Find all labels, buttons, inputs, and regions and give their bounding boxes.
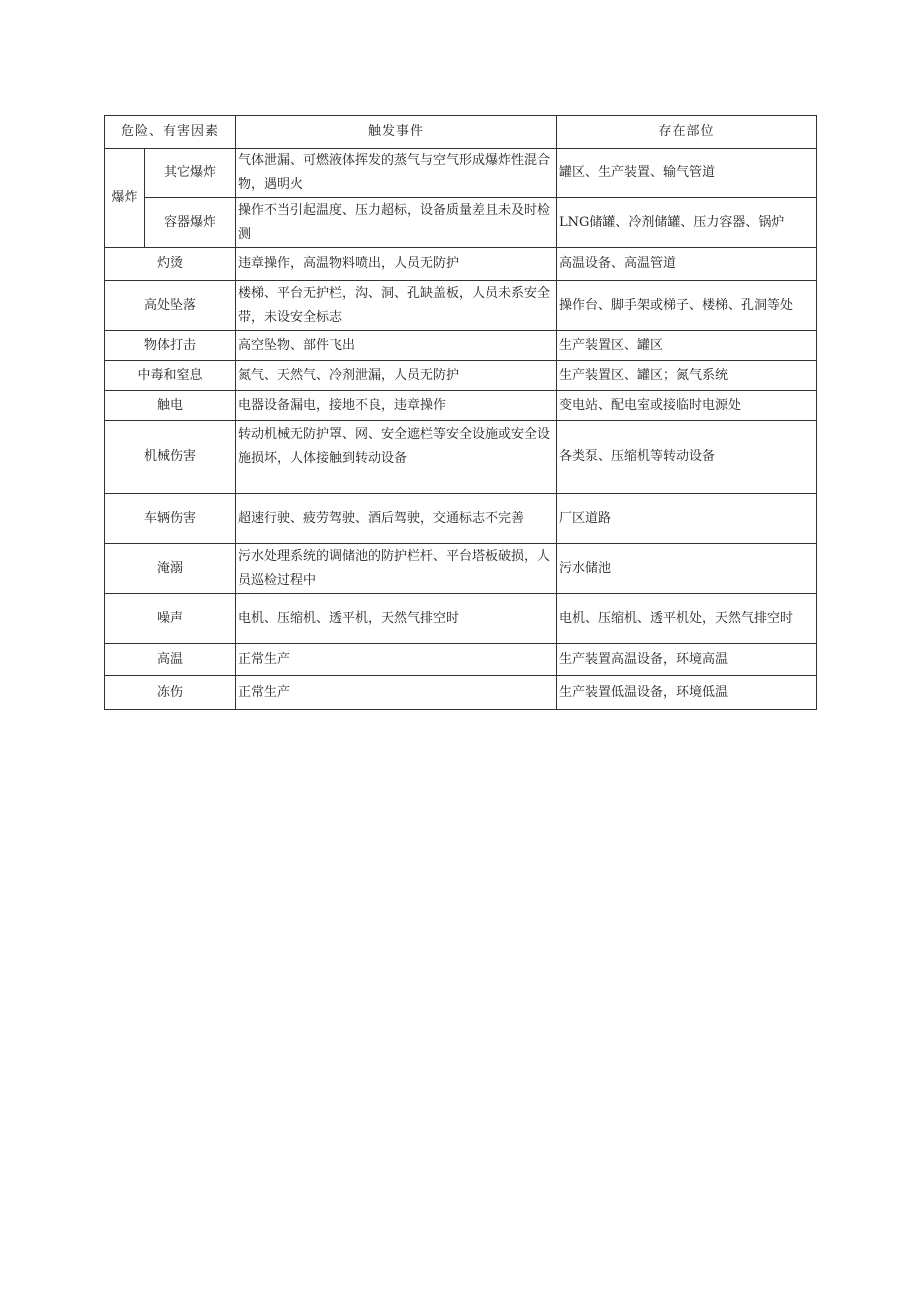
event-cell: 超速行驶、疲劳驾驶、酒后驾驶，交通标志不完善 (236, 494, 557, 544)
header-location: 存在部位 (557, 116, 817, 149)
location-cell: 操作台、脚手架或梯子、楼梯、孔洞等处 (557, 281, 817, 331)
table-row (105, 544, 817, 594)
event-cell: 转动机械无防护罩、网、安全遮栏等安全设施或安全设施损坏，人体接触到转动设备 (236, 421, 557, 494)
event-cell: 操作不当引起温度、压力超标，设备质量差且未及时检测 (236, 198, 557, 248)
location-cell: 污水储池 (557, 544, 817, 594)
factor-cell: 机械伤害 (105, 421, 236, 494)
event-cell: 正常生产 (236, 644, 557, 676)
event-cell: 高空坠物、部件飞出 (236, 331, 557, 361)
table-row (105, 149, 817, 198)
table-header-row (105, 116, 817, 149)
table-row (105, 594, 817, 644)
location-cell: LNG储罐、冷剂储罐、压力容器、锅炉 (557, 198, 817, 248)
location-cell: 变电站、配电室或接临时电源处 (557, 391, 817, 421)
location-cell: 罐区、生产装置、输气管道 (557, 149, 817, 198)
event-cell: 正常生产 (236, 676, 557, 710)
event-cell: 氮气、天然气、冷剂泄漏，人员无防护 (236, 361, 557, 391)
event-cell: 电器设备漏电，接地不良，违章操作 (236, 391, 557, 421)
table-row (105, 248, 817, 281)
sub-factor-name: 其它爆炸 (145, 149, 236, 198)
table-row (105, 421, 817, 494)
location-cell: 生产装置区、罐区 (557, 331, 817, 361)
table-row (105, 281, 817, 331)
factor-cell: 物体打击 (105, 331, 236, 361)
table-row (105, 644, 817, 676)
location-cell: 高温设备、高温管道 (557, 248, 817, 281)
event-cell: 电机、压缩机、透平机，天然气排空时 (236, 594, 557, 644)
location-cell: 生产装置区、罐区；氮气系统 (557, 361, 817, 391)
factor-cell: 淹溺 (105, 544, 236, 594)
factor-cell: 触电 (105, 391, 236, 421)
event-cell: 污水处理系统的调储池的防护栏杆、平台塔板破损，人员巡检过程中 (236, 544, 557, 594)
factor-cell: 高温 (105, 644, 236, 676)
factor-cell: 中毒和窒息 (105, 361, 236, 391)
event-cell: 楼梯、平台无护栏，沟、洞、孔缺盖板，人员未系安全带，未设安全标志 (236, 281, 557, 331)
sub-factor-name: 容器爆炸 (145, 198, 236, 248)
event-cell: 违章操作，高温物料喷出，人员无防护 (236, 248, 557, 281)
table-row (105, 198, 817, 248)
table-row (105, 494, 817, 544)
header-factor: 危险、有害因素 (105, 116, 236, 149)
header-event: 触发事件 (236, 116, 557, 149)
factor-cell: 车辆伤害 (105, 494, 236, 544)
explosion-label: 爆炸 (105, 149, 145, 248)
factor-cell: 高处坠落 (105, 281, 236, 331)
table-row (105, 361, 817, 391)
factor-cell: 噪声 (105, 594, 236, 644)
location-cell: 厂区道路 (557, 494, 817, 544)
table-row (105, 331, 817, 361)
location-cell: 各类泵、压缩机等转动设备 (557, 421, 817, 494)
hazard-table (104, 115, 817, 710)
location-cell: 生产装置高温设备，环境高温 (557, 644, 817, 676)
location-cell: 电机、压缩机、透平机处，天然气排空时 (557, 594, 817, 644)
table-row (105, 676, 817, 710)
factor-cell: 灼烫 (105, 248, 236, 281)
factor-cell: 冻伤 (105, 676, 236, 710)
event-cell: 气体泄漏、可燃液体挥发的蒸气与空气形成爆炸性混合物，遇明火 (236, 149, 557, 198)
location-cell: 生产装置低温设备，环境低温 (557, 676, 817, 710)
table-row (105, 391, 817, 421)
